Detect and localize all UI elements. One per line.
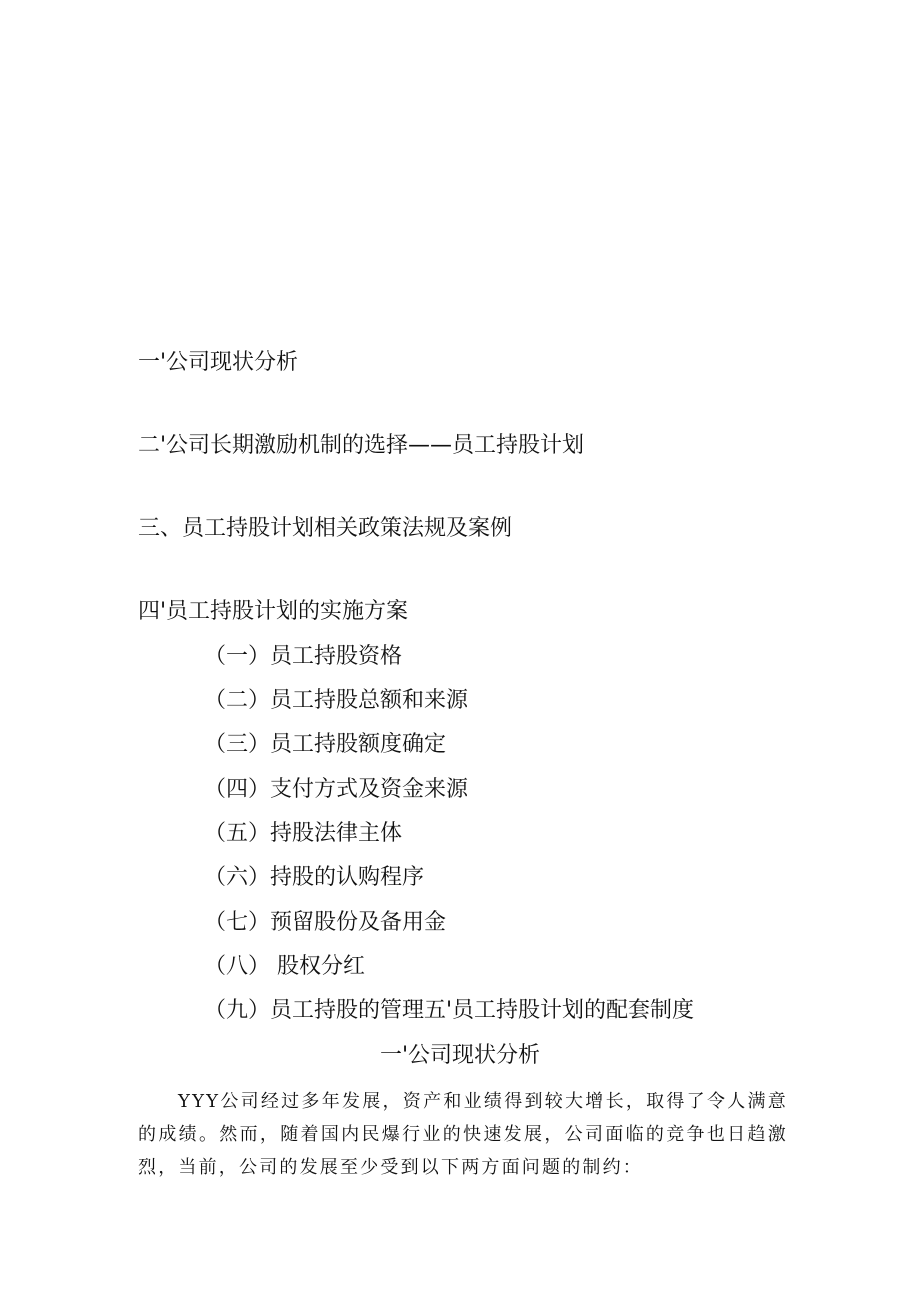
toc-item-3: 三、员工持股计划相关政策法规及案例 — [138, 516, 513, 541]
body-paragraph: YYY公司经过多年发展，资产和业绩得到较大增长，取得了令人满意的成绩。然而，随着国内民爆行业的快速发展，公司面临的竞争也日趋激烈，当前，公司的发展至少受到以下两方面问题的制约： — [138, 1091, 788, 1178]
toc-subitem-7: （七）预留股份及备用金 — [204, 910, 447, 935]
toc-subitem-2: （二）员工持股总额和来源 — [204, 688, 469, 713]
toc-subitem-1: （一）员工持股资格 — [204, 644, 403, 669]
toc-subitem-5: （五）持股法律主体 — [204, 821, 403, 846]
toc-item-2: 二'公司长期激励机制的选择——员工持股计划 — [138, 433, 585, 458]
toc-subitem-4: （四）支付方式及资金来源 — [204, 777, 469, 802]
toc-subitem-3: （三）员工持股额度确定 — [204, 732, 447, 757]
toc-subitem-6: （六）持股的认购程序 — [204, 865, 425, 890]
toc-subitem-9: （九）员工持股的管理五'员工持股计划的配套制度 — [204, 998, 695, 1023]
toc-item-1: 一'公司现状分析 — [138, 350, 299, 375]
toc-subitem-8: （八） 股权分红 — [204, 954, 365, 979]
toc-item-4: 四'员工持股计划的实施方案 — [138, 599, 409, 624]
section-heading: 一'公司现状分析 — [379, 1043, 541, 1068]
